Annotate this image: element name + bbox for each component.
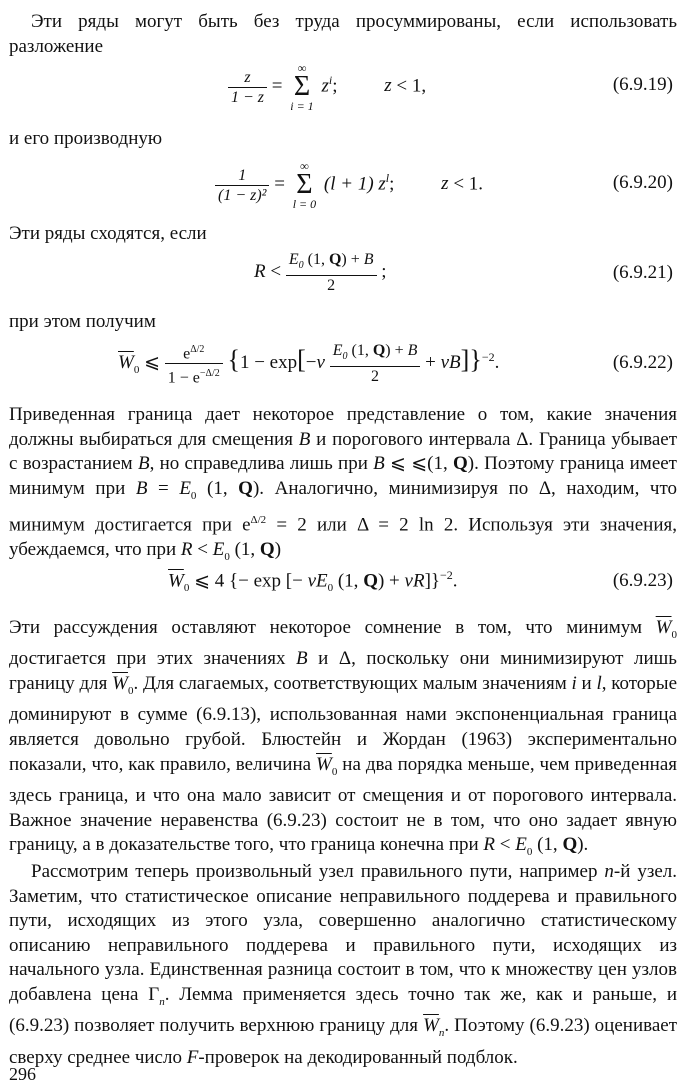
eq-number-22: 6.9.22 bbox=[619, 352, 667, 373]
paragraph-7: Рассмотрим теперь произвольный узел правильного пути, например n-й узел. Заметим, что статистическое описание неправильного поддерева и правильного пути, исходящих из этого узла, совершенно аналогично статистическому описанию неправильного поддерева и правильного пути, исходящих из начального узла. Единственная разница состоит в том, что к множеству цен узлов добавлена цена $\Gamma_n$. Лемма применяется здесь точно так же, как и раньше, и (6.9.23) позволяет получить верхнюю границу для $\overline{W}_n$. Поэтому (6.9.23) оценивает сверху среднее число F-проверок на декодированный подблок. bbox=[9, 861, 678, 1068]
equation-6-9-22: $\overline{W}_0$ ⩽ $\frac{e^{\Delta/2}}{1 - e^{-\Delta/2}}$ {1 − exp[−ν $\frac{E_0 (1, Q) + B}{2}$ + νB]}$^{-2}$. (6.9.22) bbox=[0, 340, 687, 380]
equation-6-9-21: R < $\frac{E_0 (1, Q) + B}{2}$ ; (6.9.21) bbox=[254, 251, 673, 295]
paragraph-6: Эти рассуждения оставляют некоторое сомнение в том, что минимум $\overline{W}_0$ достигается при этих значениях B и Δ, поскольку они минимизируют лишь границу для $\overline{W}_0$. Для слагаемых, соответствующих малым значениям i и l, которые доминируют в сумме (6.9.13), использованная нами экспоненциальная граница является довольно грубой. Блюстейн и Жордан (1963) экспериментально показали, что, как правило, величина $\overline{W}_0$ на два порядка меньше, чем приведенная здесь граница, и что она мало зависит от смещения и от порогового интервала. Важное значение неравенства (6.9.23) состоит не в том, что оно задает явную границу, а в доказательстве того, что граница конечна при $R < E_0$ (1, Q). bbox=[9, 617, 678, 858]
paragraph-1: Эти ряды могут быть без труда просуммированы, если использовать разложение bbox=[9, 11, 677, 57]
paragraph-5: Приведенная граница дает некоторое представление о том, какие значения должны выбираться для смещения B и порогового интервала Δ. Граница убывает с возрастанием B, но справедлива лишь при B ⩽ ⩽(1, Q). Поэтому граница имеет минимум при $B = E_0$ (1, Q). Аналогично, минимизируя по Δ, находим, что минимум достигается при $e^{\Delta/2} = 2$ или Δ = 2 ln 2. Используя эти значения, убеждаемся, что при $R < E_0$ (1, Q) bbox=[9, 404, 678, 563]
page-number: 296 bbox=[9, 1064, 36, 1084]
equation-6-9-19: $\frac{z}{1 - z}$ = ∞ Σ i = 1 $z^i$; z < 1, (6.9.19) bbox=[0, 62, 687, 102]
paragraph-3: Эти ряды сходятся, если bbox=[9, 223, 207, 244]
eq-number-19: 6.9.19 bbox=[619, 74, 667, 95]
eq-number-21: 6.9.21 bbox=[619, 262, 667, 283]
paragraph-2: и его производную bbox=[9, 128, 163, 149]
equation-6-9-20: $\frac{1}{\text{(1 − z)²}}$ = ∞ Σ l = 0 (l + 1) $z^l$; z < 1. (6.9.20) bbox=[0, 160, 687, 200]
eq-number-20: 6.9.20 bbox=[619, 172, 667, 193]
equation-6-9-23: $\overline{W}_0$ ⩽ 4 {− exp [− $\nu E_0$ (1, Q) + νR]}$^{-2}$. (6.9.23) bbox=[168, 568, 673, 595]
eq-number-23: 6.9.23 bbox=[619, 570, 667, 591]
paragraph-4: при этом получим bbox=[9, 311, 156, 332]
